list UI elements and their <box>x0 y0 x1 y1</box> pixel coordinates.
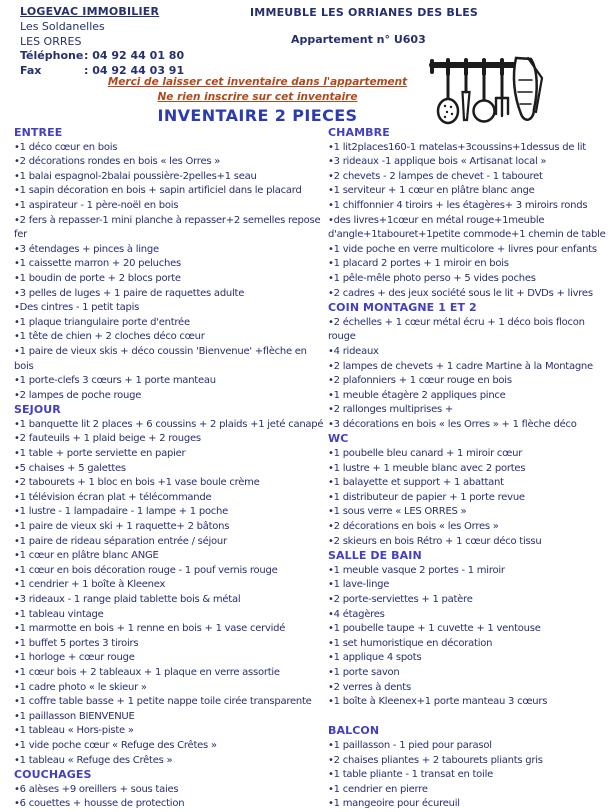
section-balcon <box>328 724 610 812</box>
inventory-item: •4 rideaux <box>328 345 379 357</box>
inventory-item: •2 skieurs en bois Rétro + 1 cœur déco tissu <box>328 535 542 547</box>
section-title: WC <box>328 432 349 446</box>
inventory-item: •1 tableau « Refuge des Crêtes » <box>14 754 173 766</box>
inventory-item: •1 tableau « Hors-piste » <box>14 725 134 737</box>
inventory-item: •2 chevets - 2 lampes de chevet - 1 tabouret <box>328 170 543 182</box>
section-chambre <box>328 126 610 301</box>
inventory-item: •1 buffet 5 portes 3 tiroirs <box>14 637 139 649</box>
inventory-item: •2 lampes de chevets + 1 cadre Martine à la Montagne <box>328 360 593 372</box>
inventory-item: •2 fers à repasser-1 mini planche à repasser+2 semelles repose fer <box>14 214 321 241</box>
inventory-item: •2 porte-serviettes + 1 patère <box>328 594 473 605</box>
apartment-number: Appartement n° U603 <box>291 33 426 46</box>
inventory-item: •2 lampes de poche rouge <box>14 389 142 401</box>
building-name: IMMEUBLE LES ORRIANES DES BLES <box>250 6 479 19</box>
section-title: COUCHAGES <box>14 768 92 782</box>
section-coin-montagne-1-et-2 <box>328 301 610 432</box>
inventory-item: •1 table + porte serviette en papier <box>14 448 186 460</box>
inventory-item: •1 meuble étagère 2 appliques pince <box>328 389 506 401</box>
inventory-item: •1 placard 2 portes + 1 miroir en bois <box>328 258 509 270</box>
left-column <box>14 126 324 812</box>
inventory-item: •1 serviteur + 1 cœur en plâtre blanc ange <box>328 185 535 197</box>
section-title: BALCON <box>328 724 380 738</box>
inventory-item: •1 boudin de porte + 2 blocs porte <box>14 272 181 284</box>
inventory-item: •1 marmotte en bois + 1 renne en bois + 1 vase cervidé <box>14 623 286 635</box>
phone-colon: : <box>84 49 89 63</box>
inventory-item: •1 paire de rideau séparation entrée / séjour <box>14 535 227 547</box>
inventory-item: •1 déco cœur en bois <box>14 141 118 153</box>
inventory-item: •1 porte-clefs 3 cœurs + 1 porte manteau <box>14 375 216 387</box>
inventory-item: •1 banquette lit 2 places + 6 coussins + 2 plaids +1 jeté canapé <box>14 418 324 430</box>
phone-line <box>20 49 184 64</box>
inventory-item: •1 paillasson - 1 pied pour parasol <box>328 739 492 751</box>
inventory-item: •des livres+1cœur en métal rouge+1meuble d'angle+1tabouret+1petite commode+1 chemin de table <box>328 214 606 241</box>
inventory-item: •1 lit2places160-1 matelas+3coussins+1dessus de lit <box>328 141 586 153</box>
section-salle-de-bain <box>328 549 610 710</box>
inventory-item: •1 cœur en plâtre blanc ANGE <box>14 550 159 562</box>
agency-address-2: LES ORRES <box>20 34 82 48</box>
inventory-item: •2 cadres + des jeux société sous le lit + DVDs + livres <box>328 287 593 299</box>
inventory-item: •1 tête de chien + 2 cloches déco cœur <box>14 331 205 343</box>
inventory-item: •3 rideaux -1 applique bois « Artisanat local » <box>328 156 547 168</box>
inventory-item: •2 décorations rondes en bois « les Orres » <box>14 156 221 168</box>
inventory-item: •1 paire de vieux ski + 1 raquette+ 2 bâtons <box>14 521 230 533</box>
inventory-item: •1 cendrier + 1 boîte à Kleenex <box>14 579 166 591</box>
fax-label: Fax <box>20 64 42 78</box>
inventory-item: •1 vide poche en verre multicolore + livres pour enfants <box>328 243 597 255</box>
inventory-item: •1 lave-linge <box>328 579 390 591</box>
document-title: INVENTAIRE 2 PIECES <box>157 106 358 125</box>
inventory-item: •1 cadre photo « le skieur » <box>14 681 147 693</box>
inventory-item: •3 décorations en bois « les Orres » + 1 flèche déco <box>328 418 577 430</box>
section-title: ENTREE <box>14 126 63 139</box>
inventory-item: •1 meuble vasque 2 portes - 1 miroir <box>328 564 505 576</box>
section-sejour <box>14 403 324 768</box>
inventory-item: •1 cendrier en pierre <box>328 783 428 795</box>
notice-line-2: Ne rien inscrire sur cet inventaire <box>157 91 358 103</box>
inventory-item: •1 paire de vieux skis + déco coussin 'Bienvenue' +flèche en bois <box>14 345 307 372</box>
inventory-item: •2 verres à dents <box>328 681 411 693</box>
inventory-item: •1 coffre table basse + 1 petite nappe toile cirée transparente <box>14 696 312 708</box>
inventory-item: •6 alèses +9 oreillers + sous taies <box>14 783 179 795</box>
inventory-item: •1 horloge + cœur rouge <box>14 652 135 664</box>
inventory-item: •1 télévision écran plat + télécommande <box>14 491 212 503</box>
inventory-item: •1 tableau vintage <box>14 608 104 620</box>
inventory-item: •1 aspirateur - 1 père-noël en bois <box>14 199 179 211</box>
inventory-item: •1 pêle-mêle photo perso + 5 vides poches <box>328 272 536 284</box>
section-title: SALLE DE BAIN <box>328 549 422 563</box>
inventory-item: •1 balayette et support + 1 abattant <box>328 477 504 489</box>
agency-name: LOGEVAC IMMOBILIER <box>20 5 160 18</box>
phone-label: Téléphone <box>20 49 84 63</box>
inventory-item: •2 plafonniers + 1 cœur rouge en bois <box>328 375 512 387</box>
inventory-item: •1 balai espagnol-2balai poussière-2pelles+1 seau <box>14 170 257 182</box>
inventory-item: •1 sapin décoration en bois + sapin artificiel dans le placard <box>14 185 302 197</box>
section-title: COIN MONTAGNE 1 ET 2 <box>328 301 477 315</box>
inventory-item: •2 chaises pliantes + 2 tabourets pliants gris <box>328 754 543 766</box>
fax-colon: : <box>84 64 89 78</box>
inventory-item: •2 échelles + 1 cœur métal écru + 1 déco bois flocon rouge <box>328 316 585 343</box>
inventory-item: •2 tabourets + 1 bloc en bois +1 vase boule crème <box>14 477 260 489</box>
inventory-item: •5 chaises + 5 galettes <box>14 462 126 474</box>
inventory-item: •2 décorations en bois « les Orres » <box>328 521 499 533</box>
inventory-item: •1 chiffonnier 4 tiroirs + les étagères+ 3 miroirs ronds <box>328 199 588 211</box>
inventory-item: •1 distributeur de papier + 1 porte revue <box>328 491 525 503</box>
inventory-item: •1 lustre - 1 lampadaire - 1 lampe + 1 poche <box>14 506 229 518</box>
inventory-item: •1 porte savon <box>328 666 400 678</box>
fax-number: 04 92 44 03 91 <box>92 64 185 78</box>
inventory-item: •1 paillasson BIENVENUE <box>14 710 135 722</box>
inventory-item: •1 vide poche cœur « Refuge des Crêtes » <box>14 739 217 751</box>
agency-block <box>20 5 184 79</box>
phone-number: 04 92 44 01 80 <box>92 49 185 63</box>
notice-line-1: Merci de laisser cet inventaire dans l'appartement <box>107 76 408 88</box>
right-column <box>328 126 610 812</box>
section-entree <box>14 126 324 403</box>
inventory-item: •1 poubelle bleu canard + 1 miroir cœur <box>328 448 523 460</box>
inventory-item: •6 couettes + housse de protection <box>14 798 185 810</box>
section-title: CHAMBRE <box>328 126 390 139</box>
inventory-item: •1 caissette marron + 20 peluches <box>14 258 181 270</box>
inventory-item: •2 fauteuils + 1 plaid beige + 2 rouges <box>14 433 201 445</box>
inventory-item: •1 boîte à Kleenex+1 porte manteau 3 cœurs <box>328 696 548 708</box>
inventory-item: •1 cœur bois + 2 tableaux + 1 plaque en verre assortie <box>14 666 280 678</box>
inventory-item: •1 table pliante - 1 transat en toile <box>328 769 493 781</box>
inventory-item: •3 étendages + pinces à linge <box>14 243 159 255</box>
inventory-item: •1 lustre + 1 meuble blanc avec 2 portes <box>328 462 526 474</box>
inventory-item: •2 rallonges multiprises + <box>328 404 454 416</box>
inventory-item: •1 poubelle taupe + 1 cuvette + 1 ventouse <box>328 623 541 635</box>
agency-address-1: Les Soldanelles <box>20 19 105 33</box>
inventory-item: •1 sous verre « LES ORRES » <box>328 506 467 518</box>
inventory-item: •1 applique 4 spots <box>328 652 422 664</box>
inventory-item: •Des cintres - 1 petit tapis <box>14 302 140 314</box>
inventory-item: •1 mangeoire pour écureuil <box>328 798 460 810</box>
inventory-item: •1 cœur en bois décoration rouge - 1 pouf vernis rouge <box>14 564 278 576</box>
inventory-item: •3 rideaux - 1 range plaid tablette bois & métal <box>14 594 241 605</box>
section-title: SEJOUR <box>14 403 61 417</box>
inventory-item: •3 pelles de luges + 1 paire de raquettes adulte <box>14 287 245 299</box>
section-couchages <box>14 768 324 812</box>
inventory-item: •1 plaque triangulaire porte d'entrée <box>14 316 190 328</box>
inventory-item: •4 étagères <box>328 608 385 620</box>
section-wc <box>328 432 610 549</box>
inventory-item: •1 set humoristique en décoration <box>328 637 493 649</box>
